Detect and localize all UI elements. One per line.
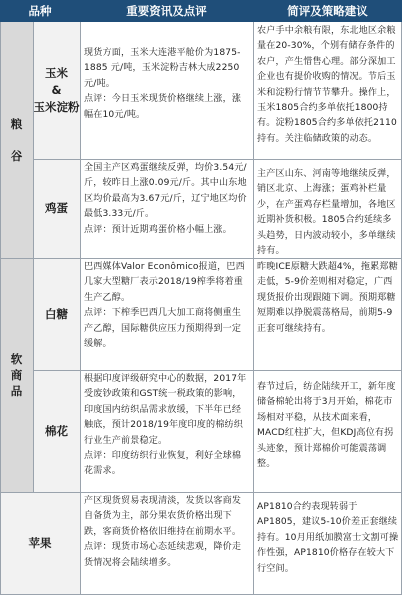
column-divider xyxy=(253,22,254,595)
header-strategy: 简评及策略建议 xyxy=(287,4,368,18)
news-corn: 现货方面，玉米大连港平舱价为1875-1885 元/吨，玉米淀粉吉林大成2250元/吨。 点评：今日玉米现货价格继续上涨，涨幅在10元/吨。 xyxy=(80,22,253,159)
product-sugar: 白糖 xyxy=(33,258,80,370)
category-grain: 粮 谷 xyxy=(0,22,33,258)
header-variety: 品种 xyxy=(28,4,52,18)
strategy-apple: AP1810合约表现转弱于AP1805，建议5-10价差正套继续持有。10月用纸加膜富士文割可操作性强，AP1810价格存在较大下行空间。 xyxy=(253,492,402,595)
strategy-egg: 主产区山东、河南等地继续反弹，销区北京、上海涨；蛋鸡补栏量少，在产蛋鸡存栏量增加，各地区近期补货积极。1805合约延续多头趋势，日内波动较小，多单继续持有。 xyxy=(253,159,402,258)
row-divider xyxy=(0,258,402,259)
column-divider xyxy=(80,22,81,595)
row-divider xyxy=(33,370,402,371)
news-apple: 产区现货贸易表现清淡，发货以客商发自备货为主，部分果农货价格出现下跌，客商货价格依旧维持在前期水平。 点评：现货市场心态延续悲观，降价走货情况将会陆续增多。 xyxy=(80,492,253,595)
column-divider xyxy=(33,22,34,492)
row-divider xyxy=(33,159,402,160)
strategy-sugar: 昨晚ICE原糖大跌超4%，拖累郑糖走低，5-9价差则相对稳定，广西现货报价出现跟随下调。预期郑糖短期难以挣脱震荡格局，前期5-9正套可继续持有。 xyxy=(253,258,402,370)
news-sugar: 巴西媒体Valor Econômico报道，巴西几家大型糖厂表示2018/19榨季将着重生产乙醇。 点评：下榨季巴西几大加工商将侧重生产乙醇，国际糖供应压力预期得到一定缓解。 xyxy=(80,258,253,370)
table-border-left xyxy=(0,22,1,595)
category-soft: 软 商 品 xyxy=(0,258,33,492)
product-corn: 玉米 & 玉米淀粉 xyxy=(33,22,80,159)
product-apple: 苹果 xyxy=(0,492,80,595)
product-egg: 鸡蛋 xyxy=(33,159,80,258)
strategy-corn: 农户手中余粮有限，东北地区余粮量在20-30%，个别有储存条件的农户，产生惜售心理。部分深加工企业也有提价收购的情况。节后玉米和淀粉行情节节攀升。操作上，玉米1805合约多单依托1800持有。淀粉1805合约多单依托2110持有。关注临储政策的动态。 xyxy=(253,22,402,159)
news-egg: 全国主产区鸡蛋继续反弹，均价3.54元/斤，较昨日上涨0.09元/斤。其中山东地区均价最高为3.67元/斤，辽宁地区均价最低3.33元/斤。 点评：预计近期鸡蛋价格小幅上涨。 xyxy=(80,159,253,258)
header-news: 重要资讯及点评 xyxy=(126,4,207,18)
product-cotton: 棉花 xyxy=(33,370,80,492)
news-cotton: 根据印度评级研究中心的数据，2017年受废钞政策和GST统一税政策的影响，印度国内纺织品需求放缓，下半年已经触底，预计2018/19年度印度的棉纺织行业生产前景稳定。 点评：印度纺织行业恢复，利好全球棉花需求。 xyxy=(80,370,253,492)
row-divider xyxy=(0,492,402,493)
strategy-cotton: 春节过后，纺企陆续开工，新年度储备棉轮出将于3月开始，棉花市场相对平稳，从技术面来看，MACD红柱扩大，但KDJ高位有拐头迹象，预计郑棉价可能震荡调整。 xyxy=(253,370,402,492)
